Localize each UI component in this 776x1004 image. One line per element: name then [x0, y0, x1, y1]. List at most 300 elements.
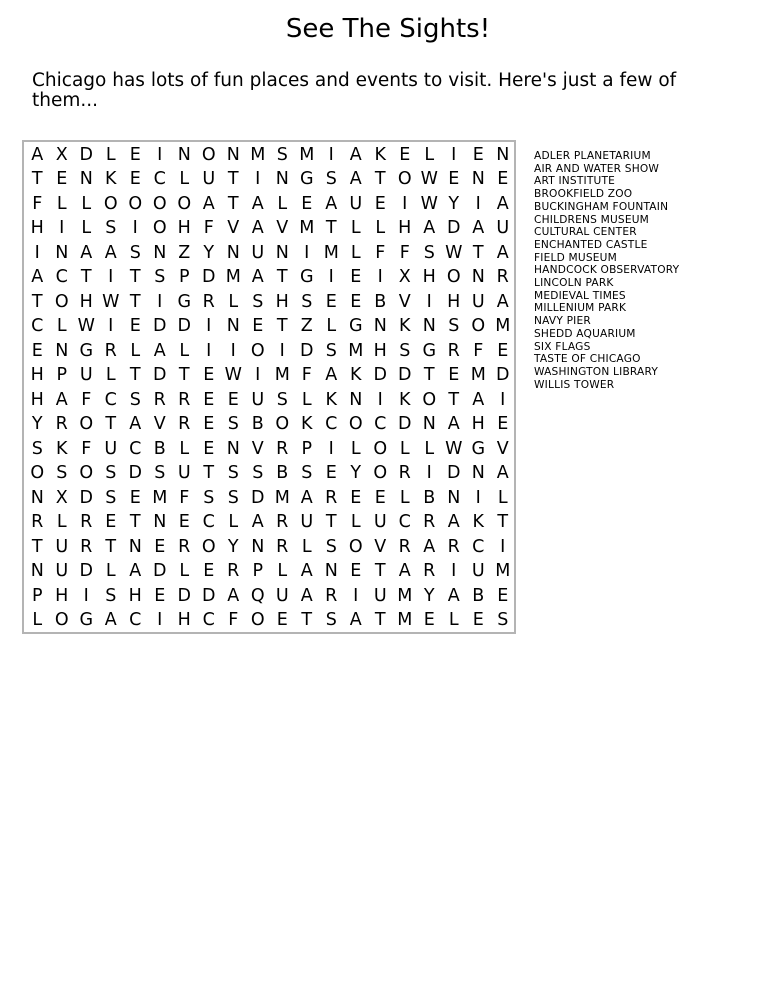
grid-letter: I	[500, 389, 506, 410]
grid-letter: V	[374, 536, 387, 557]
grid-letter: T	[374, 561, 386, 581]
grid-letter: O	[54, 291, 69, 312]
grid-letter: R	[178, 389, 191, 410]
grid-letter: I	[157, 291, 163, 312]
grid-letter: N	[153, 512, 167, 532]
grid-letter: L	[448, 610, 459, 630]
grid-letter: E	[276, 610, 288, 630]
grid-letter: L	[105, 561, 116, 581]
grid-letter: F	[81, 389, 92, 410]
grid-letter: I	[206, 340, 212, 361]
grid-letter: M	[397, 610, 413, 630]
grid-letter: N	[226, 242, 240, 263]
grid-letter: T	[325, 512, 337, 532]
grid-letter: C	[31, 316, 44, 336]
grid-letter: Z	[300, 316, 313, 336]
grid-letter: A	[129, 561, 142, 581]
page-title: See The Sights!	[285, 14, 491, 44]
grid-letter: R	[153, 389, 166, 410]
grid-letter: H	[398, 218, 412, 238]
grid-letter: K	[374, 144, 386, 165]
grid-letter: A	[398, 561, 411, 581]
grid-letter: A	[349, 610, 362, 630]
grid-letter: R	[276, 512, 289, 532]
grid-letter: M	[397, 585, 413, 606]
grid-letter: C	[472, 536, 485, 557]
grid-letter: X	[55, 487, 68, 508]
grid-letter: S	[154, 463, 166, 483]
grid-letter: U	[177, 463, 191, 483]
grid-letter: R	[178, 414, 191, 434]
word-list-item: HANDCOCK OBSERVATORY	[534, 264, 680, 277]
grid-letter: P	[31, 585, 43, 606]
grid-letter: A	[80, 242, 93, 263]
grid-letter: B	[251, 414, 264, 434]
grid-letter: O	[201, 144, 216, 165]
grid-letter: W	[77, 316, 95, 336]
grid-letter: K	[472, 512, 484, 532]
grid-letter: N	[471, 169, 485, 189]
word-search-grid	[22, 140, 516, 634]
grid-letter: E	[105, 512, 117, 532]
grid-letter: Y	[227, 536, 239, 557]
grid-letter: L	[350, 512, 361, 532]
grid-letter: L	[56, 193, 67, 214]
word-list-item: LINCOLN PARK	[534, 277, 614, 290]
grid-letter: S	[56, 463, 68, 483]
grid-letter: L	[81, 193, 92, 214]
grid-letter: T	[203, 463, 215, 483]
grid-letter: E	[350, 267, 362, 287]
word-list-item: NAVY PIER	[534, 315, 591, 328]
grid-letter: N	[30, 487, 44, 508]
grid-letter: C	[202, 512, 215, 532]
grid-letter: B	[423, 487, 436, 508]
grid-letter: D	[79, 561, 93, 581]
grid-letter: L	[179, 169, 190, 189]
grid-letter: S	[301, 463, 313, 483]
grid-letter: E	[31, 340, 43, 361]
grid-letter: A	[300, 487, 313, 508]
grid-letter: H	[55, 585, 69, 606]
grid-letter: D	[373, 365, 387, 385]
grid-letter: D	[447, 218, 461, 238]
grid-letter: G	[177, 291, 192, 312]
grid-letter: L	[277, 193, 288, 214]
grid-letter: C	[129, 438, 142, 459]
grid-letter: O	[446, 267, 461, 287]
grid-letter: L	[105, 144, 116, 165]
grid-letter: R	[227, 561, 240, 581]
grid-letter: H	[177, 610, 191, 630]
grid-letter: I	[255, 365, 261, 385]
grid-letter: V	[251, 438, 264, 459]
grid-letter: F	[179, 487, 190, 508]
grid-letter: I	[255, 169, 261, 189]
grid-letter: V	[398, 291, 411, 312]
grid-letter: A	[55, 389, 68, 410]
grid-letter: H	[30, 365, 44, 385]
grid-letter: N	[422, 414, 436, 434]
grid-letter: N	[55, 242, 69, 263]
grid-letter: O	[201, 536, 216, 557]
grid-letter: C	[153, 169, 166, 189]
grid-letter: R	[202, 291, 215, 312]
grid-letter: L	[301, 536, 312, 557]
grid-letter: M	[470, 365, 486, 385]
grid-letter: R	[447, 536, 460, 557]
grid-letter: T	[301, 610, 313, 630]
word-list-item: ART INSTITUTE	[534, 175, 616, 188]
grid-letter: A	[31, 267, 44, 287]
grid-letter: L	[350, 438, 361, 459]
grid-letter: A	[349, 169, 362, 189]
word-list-item: ADLER PLANETARIUM	[534, 150, 651, 162]
grid-letter: A	[251, 193, 264, 214]
grid-letter: A	[447, 414, 460, 434]
grid-letter: N	[251, 536, 265, 557]
grid-letter: E	[203, 365, 215, 385]
grid-letter: L	[228, 291, 239, 312]
grid-letter: N	[349, 389, 363, 410]
grid-letter: E	[374, 487, 386, 508]
grid-letter: I	[157, 610, 163, 630]
grid-letter: T	[178, 365, 190, 385]
grid-letter: H	[373, 340, 387, 361]
grid-letter: E	[203, 414, 215, 434]
word-list-item: ENCHANTED CASTLE	[534, 238, 648, 251]
grid-letter: S	[399, 340, 411, 361]
grid-letter: R	[325, 487, 338, 508]
grid-letter: L	[350, 218, 361, 238]
grid-letter: M	[250, 144, 266, 165]
grid-letter: U	[471, 561, 485, 581]
grid-letter: R	[447, 340, 460, 361]
grid-letter: I	[34, 242, 40, 263]
grid-letter: I	[206, 316, 212, 336]
grid-letter: M	[274, 365, 290, 385]
grid-letter: R	[398, 536, 411, 557]
grid-letter: T	[129, 365, 141, 385]
grid-letter: S	[154, 267, 166, 287]
grid-letter: L	[375, 218, 386, 238]
grid-letter: U	[373, 585, 387, 606]
grid-letter: U	[104, 438, 118, 459]
grid-letter: E	[399, 144, 411, 165]
grid-letter: E	[178, 512, 190, 532]
grid-letter: E	[252, 316, 264, 336]
grid-letter: E	[448, 365, 460, 385]
grid-letter: C	[55, 267, 68, 287]
word-list-item: CHILDRENS MUSEUM	[534, 213, 650, 226]
grid-letter: E	[154, 536, 166, 557]
grid-letter: E	[301, 193, 313, 214]
grid-letter: U	[251, 242, 265, 263]
grid-letter: F	[301, 365, 312, 385]
grid-letter: A	[251, 218, 264, 238]
grid-letter: I	[279, 340, 285, 361]
grid-letter: B	[153, 438, 166, 459]
grid-letter: Y	[203, 242, 215, 263]
grid-letter: I	[451, 561, 457, 581]
grid-letter: E	[129, 316, 141, 336]
grid-letter: V	[227, 218, 240, 238]
grid-letter: P	[301, 438, 313, 459]
grid-letter: V	[153, 414, 166, 434]
grid-letter: G	[471, 438, 486, 459]
grid-letter: N	[275, 242, 289, 263]
grid-letter: A	[300, 561, 313, 581]
grid-letter: S	[129, 242, 141, 263]
grid-letter: X	[398, 267, 411, 287]
word-list-item: CULTURAL CENTER	[534, 226, 637, 239]
grid-letter: O	[250, 340, 265, 361]
grid-letter: S	[325, 169, 337, 189]
grid-letter: O	[397, 169, 412, 189]
grid-letter: E	[497, 585, 509, 606]
grid-letter: D	[251, 487, 265, 508]
grid-letter: L	[424, 144, 435, 165]
grid-letter: H	[447, 291, 461, 312]
grid-letter: A	[472, 218, 485, 238]
grid-letter: P	[252, 561, 264, 581]
grid-letter: A	[153, 340, 166, 361]
grid-letter: M	[274, 487, 290, 508]
grid-letter: S	[497, 610, 509, 630]
grid-letter: I	[426, 291, 432, 312]
grid-letter: T	[31, 169, 43, 189]
grid-letter: L	[56, 316, 67, 336]
grid-letter: B	[374, 291, 387, 312]
word-list-item: AIR AND WATER SHOW	[534, 162, 660, 175]
grid-letter: M	[299, 218, 315, 238]
grid-letter: E	[448, 169, 460, 189]
grid-letter: O	[373, 438, 388, 459]
grid-letter: T	[129, 267, 141, 287]
grid-letter: O	[103, 193, 118, 214]
grid-letter: A	[129, 414, 142, 434]
grid-letter: E	[350, 291, 362, 312]
grid-letter: S	[252, 291, 264, 312]
grid-letter: I	[426, 463, 432, 483]
grid-letter: U	[251, 389, 265, 410]
grid-letter: O	[422, 389, 437, 410]
grid-letter: O	[152, 193, 167, 214]
grid-letter: N	[471, 267, 485, 287]
grid-letter: A	[227, 585, 240, 606]
grid-letter: S	[227, 463, 239, 483]
grid-letter: U	[275, 585, 289, 606]
grid-letter: W	[102, 291, 120, 312]
word-list-item: WASHINGTON LIBRARY	[534, 365, 659, 378]
grid-letter: R	[80, 536, 93, 557]
letter-grid	[25, 143, 515, 633]
grid-letter: N	[324, 561, 338, 581]
grid-letter: I	[377, 389, 383, 410]
grid-letter: O	[275, 414, 290, 434]
grid-letter: U	[79, 365, 93, 385]
grid-letter: K	[399, 316, 411, 336]
grid-letter: D	[79, 144, 93, 165]
grid-letter: E	[374, 193, 386, 214]
grid-letter: I	[59, 218, 65, 238]
grid-letter: A	[496, 291, 509, 312]
grid-letter: M	[348, 340, 364, 361]
grid-letter: N	[422, 316, 436, 336]
grid-letter: U	[373, 512, 387, 532]
grid-letter: L	[424, 438, 435, 459]
grid-letter: L	[179, 340, 190, 361]
grid-letter: S	[227, 487, 239, 508]
grid-letter: I	[230, 340, 236, 361]
grid-letter: P	[56, 365, 68, 385]
grid-letter: R	[104, 340, 117, 361]
grid-letter: S	[325, 536, 337, 557]
grid-letter: A	[496, 463, 509, 483]
grid-letter: E	[497, 169, 509, 189]
grid-letter: N	[79, 169, 93, 189]
grid-letter: A	[202, 193, 215, 214]
grid-letter: H	[471, 414, 485, 434]
grid-letter: E	[350, 487, 362, 508]
grid-letter: I	[328, 438, 334, 459]
grid-letter: R	[31, 512, 44, 532]
grid-letter: M	[299, 144, 315, 165]
grid-letter: B	[276, 463, 289, 483]
grid-letter: O	[348, 414, 363, 434]
grid-letter: Q	[250, 585, 265, 606]
grid-letter: D	[128, 463, 142, 483]
grid-letter: T	[374, 610, 386, 630]
grid-letter: I	[132, 218, 138, 238]
grid-letter: E	[423, 610, 435, 630]
grid-letter: T	[105, 536, 117, 557]
word-list-item: WILLIS TOWER	[534, 378, 615, 391]
grid-letter: I	[500, 536, 506, 557]
grid-letter: L	[497, 487, 508, 508]
grid-letter: R	[496, 267, 509, 287]
grid-letter: D	[447, 463, 461, 483]
grid-letter: F	[375, 242, 386, 263]
grid-letter: S	[105, 487, 117, 508]
grid-letter: I	[451, 144, 457, 165]
grid-letter: Y	[350, 463, 362, 483]
grid-letter: L	[81, 218, 92, 238]
grid-letter: M	[323, 242, 339, 263]
grid-letter: L	[399, 438, 410, 459]
grid-letter: S	[252, 463, 264, 483]
grid-letter: W	[445, 438, 463, 459]
grid-letter: T	[276, 267, 288, 287]
grid-letter: S	[105, 218, 117, 238]
grid-letter: N	[447, 487, 461, 508]
grid-letter: L	[399, 487, 410, 508]
grid-letter: T	[227, 169, 239, 189]
grid-letter: W	[420, 169, 438, 189]
grid-letter: W	[224, 365, 242, 385]
grid-letter: G	[299, 267, 314, 287]
grid-letter: R	[178, 536, 191, 557]
grid-letter: N	[471, 463, 485, 483]
grid-letter: I	[108, 316, 114, 336]
grid-letter: O	[471, 316, 486, 336]
grid-letter: M	[495, 561, 511, 581]
grid-letter: G	[422, 340, 437, 361]
grid-letter: A	[496, 242, 509, 263]
grid-letter: T	[423, 365, 435, 385]
grid-letter: T	[105, 414, 117, 434]
grid-letter: C	[202, 610, 215, 630]
grid-letter: N	[177, 144, 191, 165]
grid-letter: O	[128, 193, 143, 214]
grid-letter: L	[228, 512, 239, 532]
grid-letter: Z	[178, 242, 191, 263]
grid-letter: D	[202, 585, 216, 606]
grid-letter: H	[30, 389, 44, 410]
grid-letter: R	[55, 414, 68, 434]
grid-letter: D	[398, 414, 412, 434]
word-list-item: FIELD MUSEUM	[534, 251, 617, 264]
grid-letter: T	[325, 218, 337, 238]
grid-letter: E	[56, 169, 68, 189]
grid-letter: I	[328, 144, 334, 165]
grid-letter: I	[108, 267, 114, 287]
grid-letter: O	[177, 193, 192, 214]
grid-letter: A	[423, 536, 436, 557]
grid-letter: A	[104, 610, 117, 630]
grid-letter: E	[129, 487, 141, 508]
word-list-item: MEDIEVAL TIMES	[534, 289, 626, 302]
grid-letter: F	[399, 242, 410, 263]
grid-letter: G	[348, 316, 363, 336]
grid-letter: M	[495, 316, 511, 336]
grid-letter: N	[226, 438, 240, 459]
grid-letter: P	[178, 267, 190, 287]
grid-letter: S	[276, 144, 288, 165]
grid-letter: U	[202, 169, 216, 189]
grid-letter: E	[350, 561, 362, 581]
grid-letter: L	[350, 242, 361, 263]
grid-letter: A	[472, 389, 485, 410]
grid-letter: D	[153, 316, 167, 336]
grid-letter: N	[496, 144, 510, 165]
grid-letter: Y	[448, 193, 460, 214]
grid-letter: L	[32, 610, 43, 630]
grid-letter: C	[325, 414, 338, 434]
grid-letter: A	[496, 193, 509, 214]
grid-letter: K	[105, 169, 117, 189]
grid-letter: D	[202, 267, 216, 287]
grid-letter: E	[203, 389, 215, 410]
grid-letter: H	[79, 291, 93, 312]
grid-letter: E	[203, 438, 215, 459]
grid-letter: R	[325, 585, 338, 606]
grid-letter: S	[31, 438, 43, 459]
grid-letter: I	[353, 585, 359, 606]
grid-letter: N	[226, 316, 240, 336]
grid-letter: G	[299, 169, 314, 189]
grid-letter: O	[250, 610, 265, 630]
grid-letter: T	[80, 267, 92, 287]
grid-letter: M	[225, 267, 241, 287]
grid-letter: T	[497, 512, 509, 532]
grid-letter: S	[448, 316, 460, 336]
grid-letter: Y	[423, 585, 435, 606]
grid-letter: C	[374, 414, 387, 434]
grid-letter: I	[328, 267, 334, 287]
grid-letter: O	[79, 414, 94, 434]
grid-letter: L	[277, 561, 288, 581]
